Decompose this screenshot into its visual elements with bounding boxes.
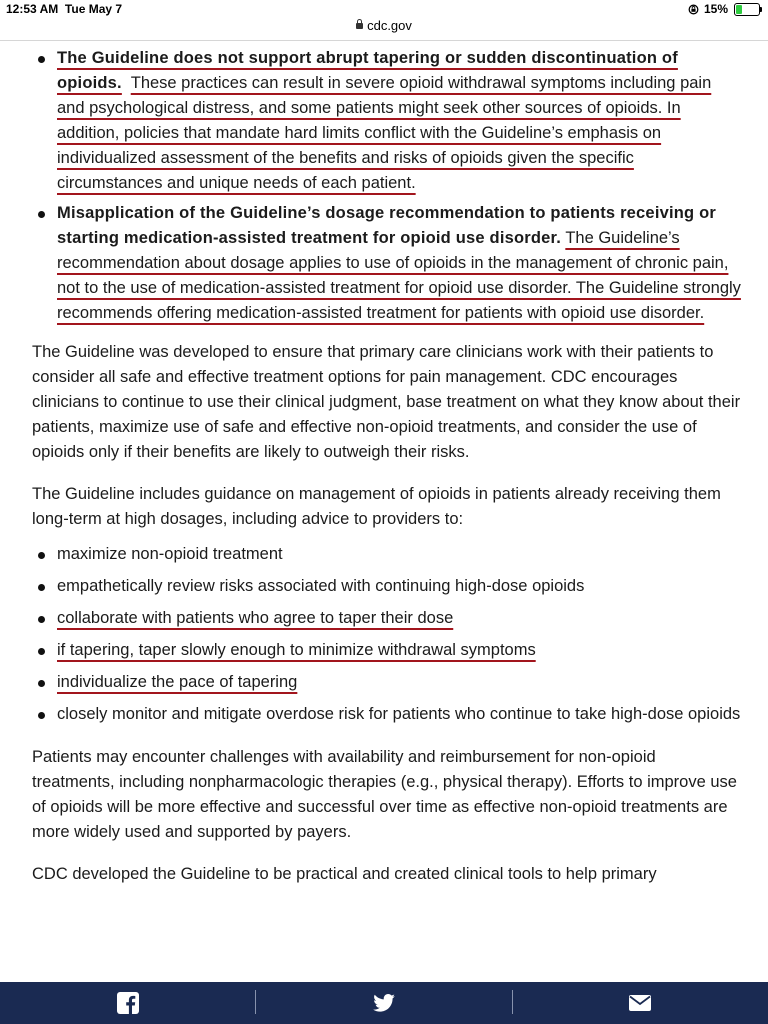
status-clock: 12:53 AM: [6, 2, 59, 16]
email-icon: [629, 995, 651, 1011]
lock-icon: [356, 23, 363, 29]
list-item: [32, 201, 742, 326]
facebook-share-button[interactable]: [0, 982, 255, 1024]
list-item-text: individualize the pace of tapering: [57, 673, 298, 691]
list-item-text: closely monitor and mitigate overdose risk for patients who continue to take high-dose opioids: [57, 705, 741, 723]
paragraph: Patients may encounter challenges with availability and reimbursement for non-opioid treatments, including nonpharmacologic therapies (e.g., physical therapy). Efforts to improve use of opioids will be more effective and successful over time as effective non-opioid treatments are more widely used and supported by payers.: [32, 748, 737, 841]
facebook-icon: [117, 992, 139, 1014]
status-bar: [0, 0, 768, 18]
address-domain: cdc.gov: [367, 18, 412, 33]
address-bar[interactable]: [0, 18, 768, 40]
bullet-lead: The Guideline does not support abrupt tapering or sudden discontinuation of opioids.: [57, 49, 678, 92]
list-item: [32, 46, 742, 196]
list-item: [32, 542, 742, 567]
list-item: [32, 702, 742, 727]
twitter-icon: [373, 994, 395, 1012]
bullet-body: The Guideline’s recommendation about dosage applies to use of opioids in the management of chronic pain, not to the use of medication-assisted treatment for opioid use disorder. The Guideline strongly recommends offering medication-assisted treatment for patients with opioid use disorder.: [57, 229, 741, 322]
list-item-text: maximize non-opioid treatment: [57, 545, 283, 563]
share-bar: [0, 982, 768, 1024]
list-item: [32, 606, 742, 631]
bullet-body: These practices can result in severe opioid withdrawal symptoms including pain and psychological distress, and some patients might seek other sources of opioids. In addition, policies that mandate hard limits conflict with the Guideline’s emphasis on individualized assessment of the benefits and risks of opioids given the specific circumstances and unique needs of each patient.: [57, 74, 712, 192]
paragraph: CDC developed the Guideline to be practical and created clinical tools to help primary: [32, 865, 657, 883]
divider: [0, 40, 768, 41]
advice-list: [32, 542, 742, 727]
twitter-share-button[interactable]: [256, 982, 511, 1024]
battery-icon: [734, 3, 760, 16]
list-item: [32, 638, 742, 663]
status-date: Tue May 7: [64, 2, 123, 16]
paragraph: The Guideline was developed to ensure that primary care clinicians work with their patients to consider all safe and effective treatment options for pain management. CDC encourages clinicians to continue to use their clinical judgment, base treatment on what they know about their patients, maximize use of safe and effective non-opioid treatments, and consider the use of opioids only if their benefits are likely to outweigh their risks.: [32, 343, 741, 461]
bullet-lead: Misapplication of the Guideline’s dosage recommendation to patients receiving or starting medication-assisted treatment for opioid use disorder.: [57, 204, 717, 247]
list-item-text: collaborate with patients who agree to taper their dose: [57, 609, 454, 627]
list-item-text: empathetically review risks associated with continuing high-dose opioids: [57, 577, 585, 595]
status-right: [687, 2, 760, 16]
rotation-lock-icon: [687, 4, 700, 15]
concerns-list: [32, 46, 742, 326]
battery-percent: 15%: [703, 2, 728, 16]
status-time: [6, 2, 122, 16]
article-content: [32, 46, 742, 904]
list-item: [32, 574, 742, 599]
paragraph: The Guideline includes guidance on management of opioids in patients already receiving them long-term at high dosages, including advice to providers to:: [32, 485, 721, 528]
list-item: [32, 670, 742, 695]
email-share-button[interactable]: [513, 982, 768, 1024]
list-item-text: if tapering, taper slowly enough to minimize withdrawal symptoms: [57, 641, 536, 659]
